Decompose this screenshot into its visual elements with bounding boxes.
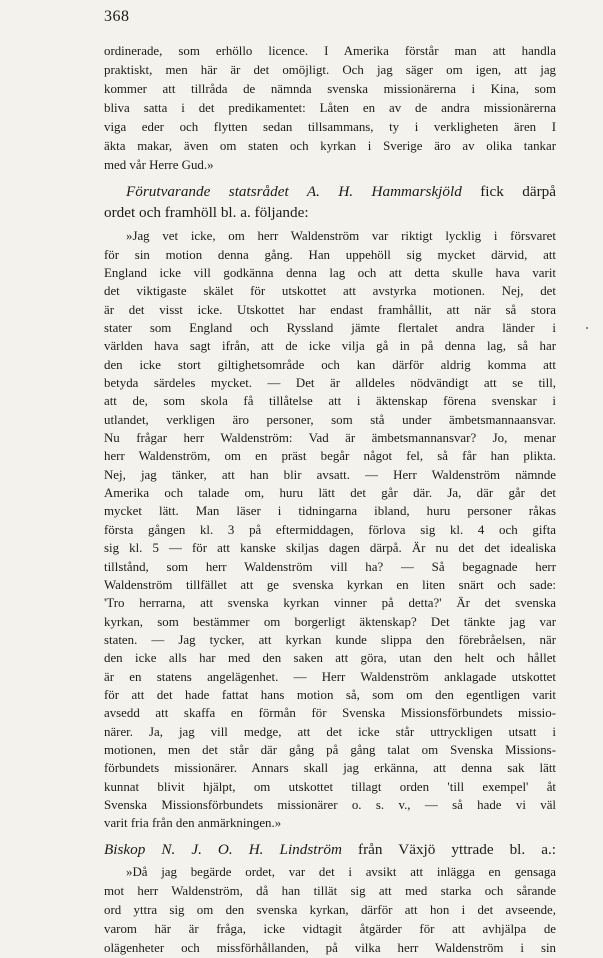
page-number: 368 (104, 8, 130, 25)
text-line: Svenska Missionsförbundets missionärer o. s. v., — så hade vi väl (104, 797, 556, 812)
text-line: betyda särdeles mycket. — Det är alldeles nödvändigt att se till, (104, 376, 556, 391)
text-line: mot herr Waldenström, då han tillät sig att med starka och sårande (104, 883, 556, 898)
text-line: varom här är fråga, icke vidtagit åtgärder för att avhjälpa de (104, 921, 556, 936)
text-line: med vår Herre Gud.» (104, 158, 214, 173)
text-line: 'Tro herrarna, att svenska kyrkan vinner på detta?' Är det svenska (104, 596, 556, 611)
text-line: är det visst icke. Utskottet har endast framhållit, att när så stora (104, 302, 556, 317)
text-line: för sin motion denna gång. Han uppehöll sig mycket därvid, att (104, 247, 556, 262)
text-line: motionen, men det står där gång på gång talat om Svenska Missions- (104, 742, 556, 757)
speaker-heading-lindstrom (104, 839, 556, 860)
text-line: varit fria från den anmärkningen.» (104, 816, 282, 831)
speaker-name: Förutvarande statsrådet A. H. Hammarskjöld (126, 183, 462, 201)
text-line: första gången kl. 3 på eftermiddagen, förlova sig kl. 4 och gifta (104, 522, 556, 537)
text-line: förbundets missionärer. Annars skall jag erkänna, att denna sak lätt (104, 761, 556, 776)
heading-line (104, 181, 556, 202)
heading-line (104, 839, 556, 860)
heading-line: ordet och framhöll bl. a. följande: (104, 204, 309, 222)
paragraph-3 (104, 863, 556, 958)
text-line: sig kl. 5 — för att kanske skiljas dagen därpå. Är nu det det idealiska (104, 541, 556, 556)
text-body (104, 42, 556, 958)
text-line: Nu frågar herr Waldenström: Vad är ämbetsmannansvar? Jo, menar (104, 431, 556, 446)
text-line: »Jag vet icke, om herr Waldenström var riktigt lycklig i försvaret (126, 229, 556, 244)
paragraph-1 (104, 42, 556, 175)
text-line: Waldenström tillfället att ge svenska kyrkan en liten snärt och sade: (104, 577, 556, 592)
speaker-heading-hammarskjold (104, 181, 556, 223)
text-line: England icke vill godkänna denna lag och att detta skulle hava varit (104, 266, 556, 281)
text-line: att de, som skola få tillåtelse att i äktenskap förena svenskar i (104, 394, 556, 409)
text-line: olägenheter och missförhållanden, på vilka herr Waldenström i sin (104, 940, 556, 955)
margin-speck (586, 327, 588, 329)
text-line: Amerika och talade om, huru lätt det går där. Ja, där går det (104, 486, 556, 501)
text-line: världen hava sagt ifrån, att de icke vilja gå in på denna lag, så har (104, 339, 556, 354)
text-line: utlandet, verkligen äro personer, som stå under ämbetsmannaansvar. (104, 412, 556, 427)
text-line: avsedd att skaffa en förmån för Svenska Missionsförbundets missio- (104, 706, 556, 721)
text-line: viga eder och flytten sedan tillsammans, ty i verkligheten ären I (104, 120, 556, 135)
text-line: Nej, jag tänker, att han blir avsatt. — Herr Waldenström nämnde (104, 467, 556, 482)
text-line: för att det hade fattat hans motion så, som om den egentligen varit (104, 687, 556, 702)
text-line: det viktigaste skälet för utskottet att avstyrka motionen. Nej, det (104, 284, 556, 299)
text-line: den icke alls har med den saken att göra, utan den helt och hållet (104, 651, 556, 666)
speaker-name: Biskop N. J. O. H. Lindström (104, 840, 342, 858)
text-line: den icke stort giltighetsområde och kan därför aldrig komma att (104, 357, 556, 372)
text-line: ord yttra sig om den svenska kyrkan, därför att hon i det avseende, (104, 902, 556, 917)
heading-rest: fick därpå (461, 183, 556, 201)
text-line: kunnat blivit hjälpt, om utskottet tillagt orden 'till exempel' åt (104, 779, 556, 794)
text-line: är en statens angelägenhet. — Herr Waldenström anklagade utskottet (104, 669, 556, 684)
text-line: kyrkan, som bestämmer om borgerligt äktenskap? Det tänkte jag var (104, 614, 556, 629)
text-line: »Då jag begärde ordet, var det i avsikt att inlägga en gensaga (126, 864, 556, 879)
text-line: herr Waldenström, om en präst begår något fel, så får han plikta. (104, 449, 556, 464)
text-line: tillstånd, som herr Waldenström vill ha? — Så begagnade herr (104, 559, 556, 574)
paragraph-2 (104, 227, 556, 832)
text-line: staten. — Jag tycker, att kyrkan kunde slippa den förebråelsen, när (104, 632, 556, 647)
text-line: bliva satta i det predikamentet: Låten en av de andra missionärerna (104, 101, 556, 116)
text-line: praktiskt, men här är det omöjligt. Och jag säger om igen, att jag (104, 63, 556, 78)
text-line: närer. Ja, jag vill medge, att det icke står uttryckligen utsatt i (104, 724, 556, 739)
text-line: äkta makar, även om staten och kyrkan i Sverige äro av olika tankar (104, 139, 556, 154)
text-line: ordinerade, som erhöllo licence. I Amerika förstår man att handla (104, 44, 556, 58)
heading-rest: från Växjö yttrade bl. a.: (341, 840, 556, 858)
text-line: kommer att tillråda de nämnda svenska missionärerna i Kina, som (104, 82, 556, 97)
text-line: stater som England och Ryssland jämte flertalet andra länder i (104, 321, 556, 336)
text-line: mycket lätt. Man läser i tidningarna ibland, huru personer råkas (104, 504, 556, 519)
